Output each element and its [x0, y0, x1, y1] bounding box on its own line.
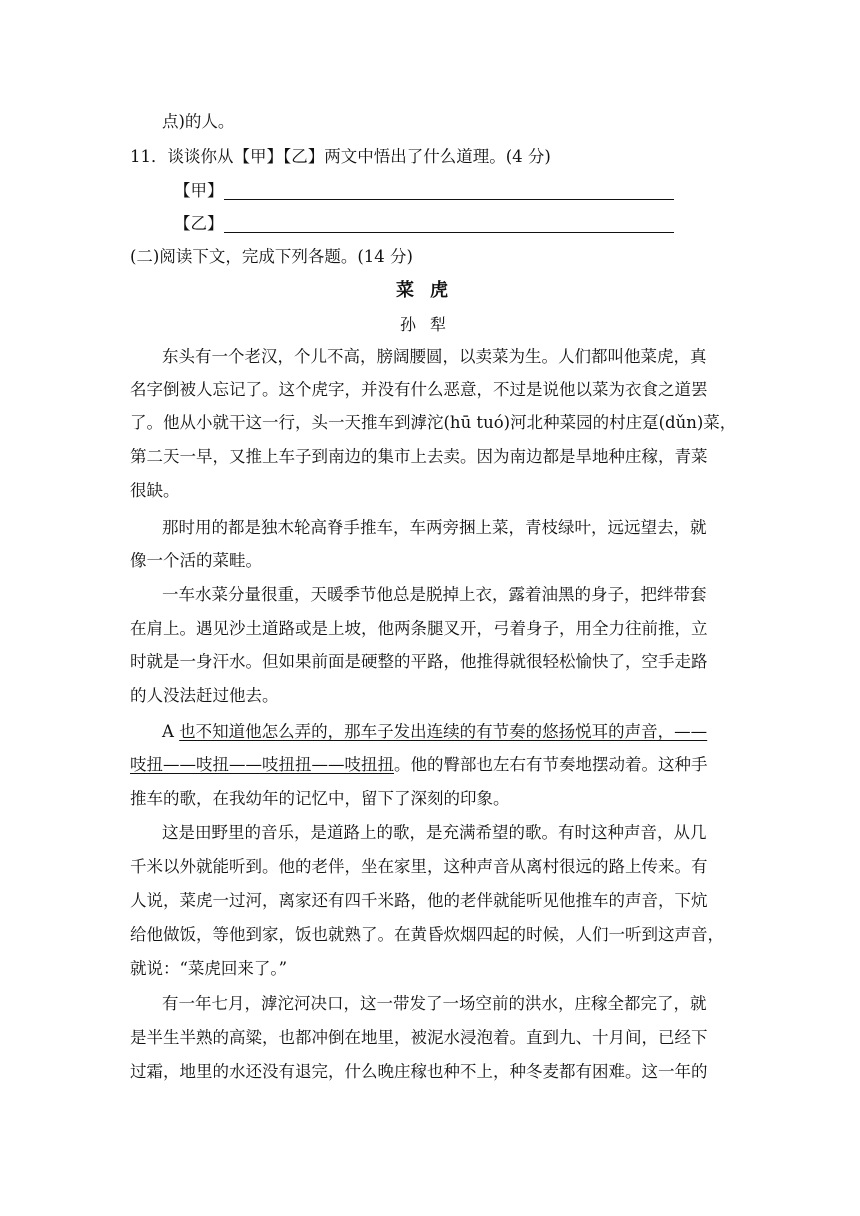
article-author: 孙犁: [399, 315, 460, 334]
p5-line: 给他做饭，等他到家，饭也就熟了。在黄昏炊烟四起的时候，人们一听到这声音，: [130, 925, 724, 944]
p5-line: 这是田野里的音乐，是道路上的歌，是充满希望的歌。有时这种声音，从几: [162, 823, 707, 842]
p6-line: 是半生半熟的高粱，也都冲倒在地里，被泥水浸泡着。直到九、十月间，已经下: [130, 1028, 708, 1047]
p1-line: 第二天一早，又推上车子到南边的集市上去卖。因为南边都是旱地种庄稼，青菜: [130, 447, 708, 466]
p3-line: 一车水菜分量很重，天暖季节他总是脱掉上衣，露着油黑的身子，把绊带套: [162, 585, 707, 604]
p4-line: [162, 720, 707, 744]
answer-blank-jia[interactable]: [224, 199, 674, 200]
answer-blank-yi[interactable]: [224, 232, 674, 233]
p4-line: 推车的歌，在我幼年的记忆中，留下了深刻的印象。: [130, 789, 510, 808]
answer-label-jia: 【甲】: [174, 181, 224, 200]
p1-line: 名字倒被人忘记了。这个虎字，并没有什么恶意，不过是说他以菜为衣食之道罢: [130, 380, 708, 399]
p3-line: 的人没法赶过他去。: [130, 686, 279, 705]
p5-line: 千米以外就能听到。他的老伴，坐在家里，这种声音从离村很远的路上传来。有: [130, 857, 708, 876]
p3-line: 时就是一身汗水。但如果前面是硬整的平路，他推得就很轻松愉快了，空手走路: [130, 652, 708, 671]
p1-line: 东头有一个老汉，个儿不高，膀阔腰圆，以卖菜为生。人们都叫他菜虎，真: [162, 347, 707, 366]
underlined-sentence-a-cont: 吱扭——吱扭——吱扭扭——吱扭扭: [130, 755, 394, 774]
question-11: 11．谈谈你从【甲】【乙】两文中悟出了什么道理。(4 分): [130, 147, 551, 166]
p5-line: 人说，菜虎一过河，离家还有四千米路，他的老伴就能听见他推车的声音，下炕: [130, 891, 708, 910]
p4-rest: 。他的臀部也左右有节奏地摆动着。这种手: [394, 755, 708, 774]
p5-line: 就说：“菜虎回来了。”: [130, 959, 288, 978]
answer-label-yi: 【乙】: [174, 214, 224, 233]
section-2-heading: (二)阅读下文，完成下列各题。(14 分): [130, 247, 413, 266]
sentence-a-marker: A: [162, 722, 180, 741]
article-title: 菜虎: [396, 280, 464, 301]
underlined-sentence-a: 也不知道他怎么弄的，那车子发出连续的有节奏的悠扬悦耳的声音，——: [179, 722, 708, 741]
p2-line: 像一个活的菜畦。: [130, 551, 262, 570]
p6-line: 过霜，地里的水还没有退完，什么晚庄稼也种不上，种冬麦都有困难。这一年的: [130, 1062, 708, 1081]
p6-line: 有一年七月，滹沱河决口，这一带发了一场空前的洪水，庄稼全都完了，就: [162, 994, 707, 1013]
p4-line: [130, 753, 708, 777]
continued-line: 点)的人。: [162, 112, 235, 131]
p1-line: 了。他从小就干这一行，头一天推车到滹沱(hū tuó)河北种菜园的村庄趸(dǔn)菜，: [130, 413, 737, 432]
p1-line: 很缺。: [130, 481, 180, 500]
p3-line: 在肩上。遇见沙土道路或是上坡，他两条腿叉开，弓着身子，用全力往前推，立: [130, 619, 708, 638]
p2-line: 那时用的都是独木轮高脊手推车，车两旁捆上菜，青枝绿叶，远远望去，就: [162, 518, 707, 537]
